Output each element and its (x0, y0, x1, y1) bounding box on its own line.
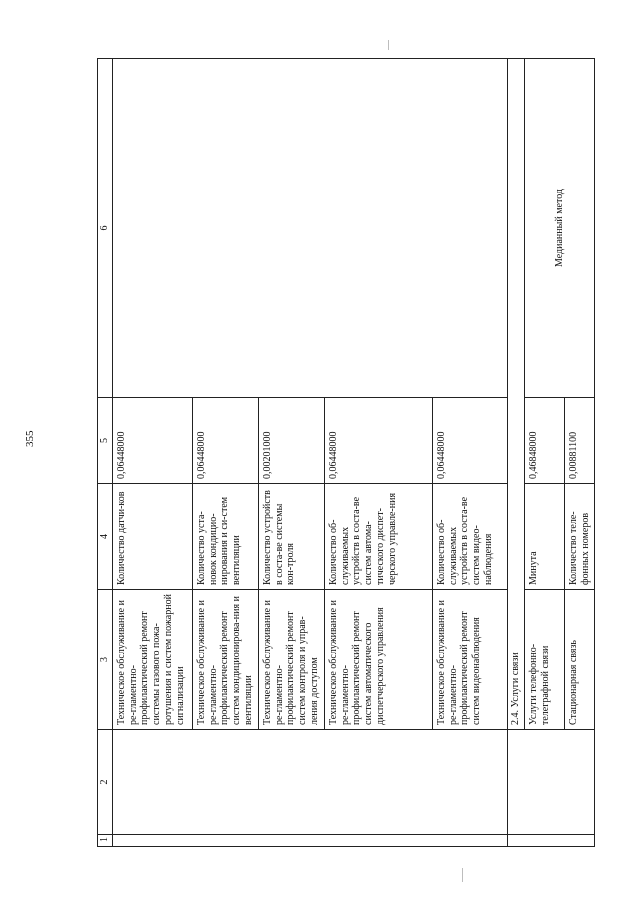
service-cell: Техническое обслуживание и ре-гламентно-профилактический ремонт систем кондиционирова-ния и вентиляции (192, 590, 258, 730)
value-cell: 0,00881100 (564, 398, 595, 484)
rotated-table-container (97, 59, 591, 847)
unit-cell: Количество устройств в соста-ве системы кон-троля (258, 484, 324, 590)
unit-cell: Количество датчи-ков (112, 484, 192, 590)
table-cell (507, 835, 595, 847)
service-cell: Стационарная связь (564, 590, 595, 730)
value-cell: 0,06448000 (112, 398, 192, 484)
service-cell: Техническое обслуживание и ре-гламентно-профилактический ремонт систем видеонаблюдения (432, 590, 507, 730)
column-header: 1 (98, 835, 113, 847)
column-header: 5 (98, 398, 113, 484)
value-cell: 0,06448000 (192, 398, 258, 484)
table-cell (112, 730, 507, 835)
value-cell: 0,06448000 (324, 398, 432, 484)
table-row (112, 59, 192, 847)
section-title: 2.4. Услуги связи (507, 59, 524, 730)
value-cell: 0,00201000 (258, 398, 324, 484)
column-header: 2 (98, 730, 113, 835)
value-cell: 0,06448000 (432, 398, 507, 484)
unit-cell: Количество об-служиваемых устройств в соста-ве систем видео-наблюдения (432, 484, 507, 590)
column-header: 4 (98, 484, 113, 590)
unit-cell: Минута (524, 484, 564, 590)
table-row (507, 59, 524, 847)
services-table (97, 58, 595, 847)
table-cell (112, 59, 507, 398)
page-number: 355 (24, 430, 36, 447)
service-cell: Услуги телефонно-телеграфной связи (524, 590, 564, 730)
column-header: 3 (98, 590, 113, 730)
unit-cell: Количество уста-новок кондицио-нирования и си-стем вентиляции (192, 484, 258, 590)
scan-mark (462, 868, 463, 882)
unit-cell: Количество об-служиваемых устройств в соста-ве систем автома-тического диспет-черского управле-ния (324, 484, 432, 590)
service-cell: Техническое обслуживание и ре-гламентно-профилактический ремонт систем контроля и управ-ления доступом (258, 590, 324, 730)
service-cell: Техническое обслуживание и ре-гламентно-профилактический ремонт системы газового пожа-ротушения и систем пожарной сигнализации (112, 590, 192, 730)
column-header: 6 (98, 59, 113, 398)
table-row (524, 59, 564, 847)
table-cell (112, 835, 507, 847)
value-cell: 0,46848000 (524, 398, 564, 484)
unit-cell: Количество теле-фонных номеров (564, 484, 595, 590)
method-cell: Медианный метод (524, 59, 595, 398)
service-cell: Техническое обслуживание и ре-гламентно-профилактический ремонт систем автоматического диспетчерского управления (324, 590, 432, 730)
table-cell (507, 730, 595, 835)
scan-mark (388, 40, 389, 50)
